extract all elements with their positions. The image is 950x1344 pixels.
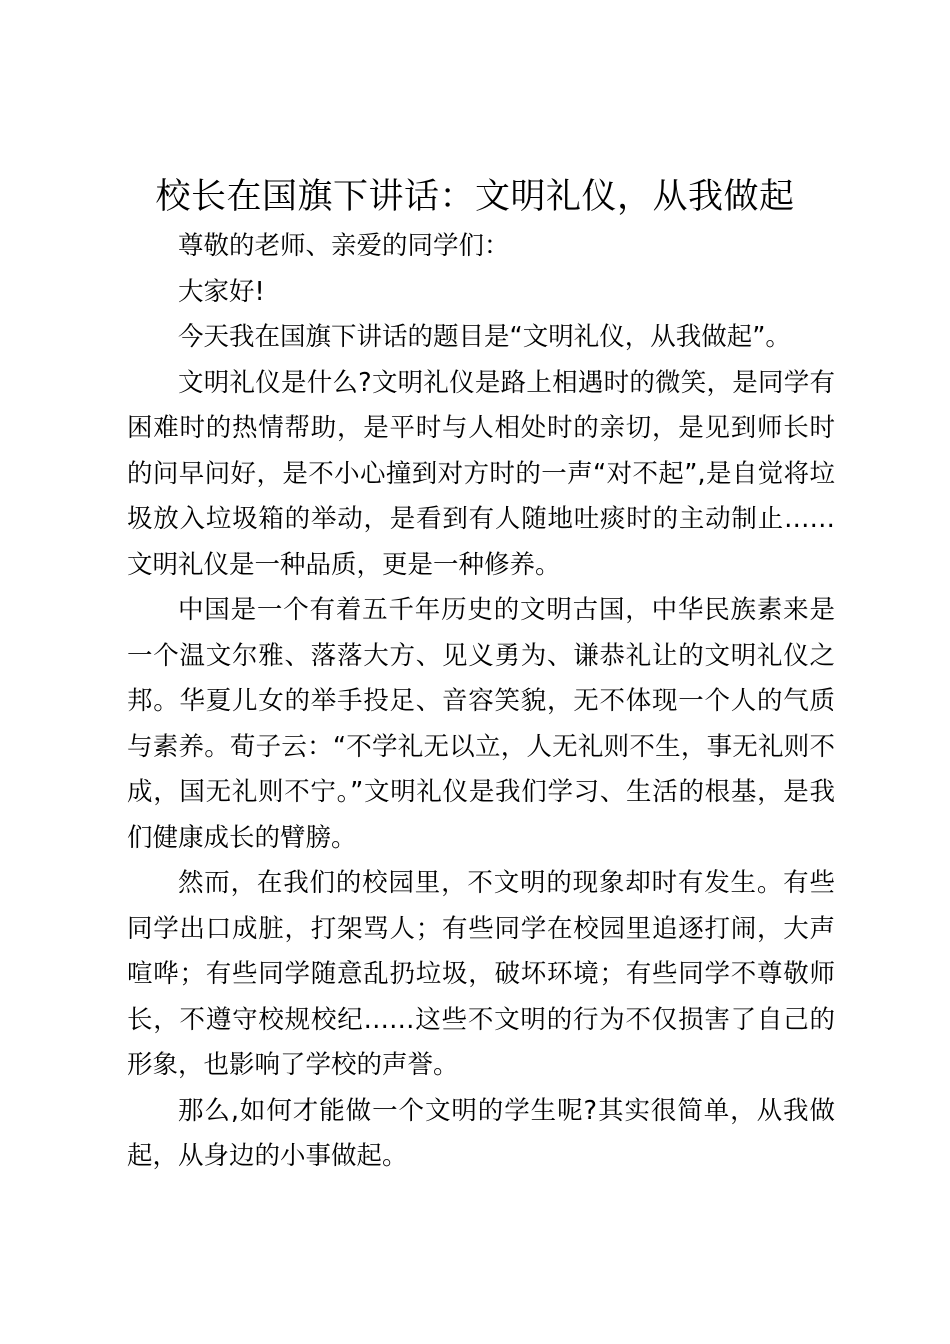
paragraph-salutation: 尊敬的老师、亲爱的同学们：: [178, 231, 510, 261]
document-title: 校长在国旗下讲话：文明礼仪，从我做起: [155, 177, 795, 217]
paragraph-what-is-etiquette: 文明礼仪是什么?文明礼仪是路上相遇时的微笑，是同学有困难时的热情帮助，是平时与人相处时的亲切，是见到师长时的问早问好，是不小心撞到对方时的一声“对不起”,是自觉将垃圾放入垃圾箱的举动，是看到有人随地吐痰时的主动制止……文明礼仪是一种品质，更是一种修养。: [127, 367, 835, 580]
document-body: [127, 224, 835, 1180]
paragraph-how-to: 那么,如何才能做一个文明的学生呢?其实很简单，从我做起，从身边的小事做起。: [127, 1095, 835, 1171]
paragraph-campus-problems: 然而，在我们的校园里，不文明的现象却时有发生。有些同学出口成脏，打架骂人；有些同学在校园里追逐打闹，大声喧哗；有些同学随意乱扔垃圾，破坏环境；有些同学不尊敬师长，不遵守校规校纪……这些不文明的行为不仅损害了自己的形象，也影响了学校的声誉。: [127, 868, 835, 1080]
paragraph-topic: 今天我在国旗下讲话的题目是“文明礼仪，从我做起”。: [178, 322, 791, 352]
paragraph-greeting: 大家好!: [178, 276, 265, 307]
paragraph-china-history: 中国是一个有着五千年历史的文明古国，中华民族素来是一个温文尔雅、落落大方、见义勇为、谦恭礼让的文明礼仪之邦。华夏儿女的举手投足、音容笑貌，无不体现一个人的气质与素养。荀子云：“不学礼无以立，人无礼则不生，事无礼则不成，国无礼则不宁。”文明礼仪是我们学习、生活的根基，是我们健康成长的臂膀。: [127, 595, 835, 853]
